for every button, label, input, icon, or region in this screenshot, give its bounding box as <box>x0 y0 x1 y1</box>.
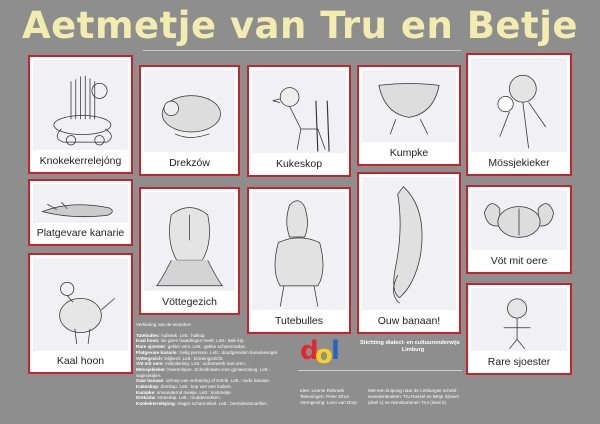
bag-head-man-drawing <box>252 192 346 312</box>
note-line-2: woordenboeken: Tru Raszel en Betje Sjravel <box>368 394 459 399</box>
drekzow-drawing <box>144 70 235 154</box>
bottom-face-drawing <box>144 192 235 293</box>
legend-intro: Verklaring van de woorden: <box>136 322 192 327</box>
card-platgevare-kanarie[interactable] <box>28 179 133 246</box>
card-label: Vöt mit oere <box>468 250 570 272</box>
card-label: Tutebulles <box>249 310 349 332</box>
bald-chicken-drawing <box>33 258 128 353</box>
kumpke-drawing <box>362 70 456 144</box>
card-label: Kumpke <box>359 142 459 164</box>
vot-mit-oere-drawing <box>471 190 567 252</box>
mossjekieker-drawing <box>471 58 567 154</box>
credit-drawings: Tekeningen: Peter Zincs <box>300 394 350 399</box>
title-divider <box>143 50 461 51</box>
card-rare-sjoester[interactable] <box>466 283 572 375</box>
poster-title: Aetmetje van Tru en Betje <box>22 4 578 47</box>
note-line-1: Met een knipoog naar de Limburgse scheld- <box>368 388 458 393</box>
legend-entry: Vöttegezich: lelijkerd. Lett.: kontengezicht. <box>136 355 224 361</box>
card-vottegezich[interactable] <box>139 187 240 315</box>
card-label: Mössjekieker <box>468 152 570 174</box>
legend-entry: Tutebulles: hulletak. Lett.: hulkop. <box>136 332 206 338</box>
card-ouw-banaan[interactable] <box>357 172 461 334</box>
card-vot-mit-oere[interactable] <box>466 185 572 274</box>
card-kumpke[interactable] <box>357 65 461 166</box>
odd-fellow-drawing <box>471 288 567 353</box>
card-label: Platgevare kanarie <box>30 223 131 244</box>
legend-entry: Ouw banaan: uitroep van verbazing of schrik. Lett.: oude banaan. <box>136 378 271 384</box>
kukeskop-drawing <box>252 70 346 155</box>
card-label: Kukeskop <box>249 153 349 175</box>
bottom-with-ears-drawing <box>471 190 567 252</box>
ouw-banaan-drawing <box>362 177 456 312</box>
legend-entry: Drekzów: smeerlap. Lett.: modderverken. <box>136 395 222 401</box>
legend-entry: Kukeskop: domkop. Lett.: kop van een kuiken. <box>136 384 232 390</box>
peeping-man-drawing <box>471 58 567 154</box>
platgevare-kanarie-drawing <box>33 184 128 225</box>
card-mossjekieker[interactable] <box>466 53 572 176</box>
foundation-line-1: Stichting dialect- en cultuuronderwijs <box>360 340 460 346</box>
bowl-drawing <box>362 70 456 144</box>
card-label: Kaal hoon <box>30 351 131 372</box>
tutebulles-drawing <box>252 192 346 312</box>
credit-design: Vormgeving: Leon van Dorp <box>300 400 357 405</box>
card-label: Vöttegezich <box>141 291 238 313</box>
vottegezich-drawing <box>144 192 235 293</box>
logo-divider <box>298 370 462 371</box>
legend-entry: Rare sjoester: gekke vent. Lett.: gekke schoenmaker. <box>136 344 247 350</box>
reference-note <box>368 388 464 406</box>
kaal-hoon-drawing <box>33 258 128 353</box>
rare-sjoester-drawing <box>471 288 567 353</box>
flattened-bird-drawing <box>33 184 128 225</box>
logo-letter-d: d <box>300 336 319 366</box>
pig-drawing <box>144 70 235 154</box>
legend-entry: Kaal hoon: vie geen haatdingen heeft. Lett.: kale kip. <box>136 338 245 344</box>
card-drekzow[interactable] <box>139 65 240 176</box>
card-knokekerrelejong[interactable] <box>28 55 133 174</box>
chick-head-man-drawing <box>252 70 346 155</box>
legend-entry: Vöt mit oere: misluikeling. Lett.: achterwerk met oren. <box>136 361 247 367</box>
card-tutebulles[interactable] <box>247 187 351 334</box>
banana-drawing <box>362 177 456 312</box>
card-kukeskop[interactable] <box>247 65 351 177</box>
card-label: Ouw banaan! <box>359 310 459 332</box>
logo-letter-l: l <box>331 336 340 366</box>
card-kaal-hoon[interactable] <box>28 253 133 374</box>
skeleton-organ-drawing <box>33 60 128 152</box>
legend-entry: Mössjekieker: hoerenloper. Scheldnaam voor gynaecoloog. Lett.: vaginakijker. <box>136 366 271 378</box>
legend-entry: Kumpke: omvandernd meisje. Lett.: kommetje. <box>136 389 232 395</box>
credits <box>300 388 360 406</box>
dol-logo <box>300 336 342 372</box>
card-label: Knokekerrelejóng <box>30 150 131 172</box>
logo-letter-o: o <box>315 340 333 370</box>
knokekerrelejong-drawing <box>33 60 128 152</box>
note-line-3: (deel 1) en Nonsbommen Tru! (deel 2). <box>368 400 448 405</box>
credit-idea: Idee: Leonie Robroek <box>300 388 344 393</box>
legend-entry: Knokekerrelejóng: mager scharminkel. Lett.: beenderencarillon. <box>136 401 269 407</box>
legend-entry: Platgevare kanarie: zielig persoon. Lett.: doodgereden kanariievogel. <box>136 349 279 355</box>
word-legend <box>136 322 296 407</box>
card-label: Drekzów <box>141 152 238 174</box>
card-label: Rare sjoester <box>468 351 570 373</box>
foundation-name <box>360 340 466 354</box>
foundation-line-2: Limburg <box>401 347 425 353</box>
